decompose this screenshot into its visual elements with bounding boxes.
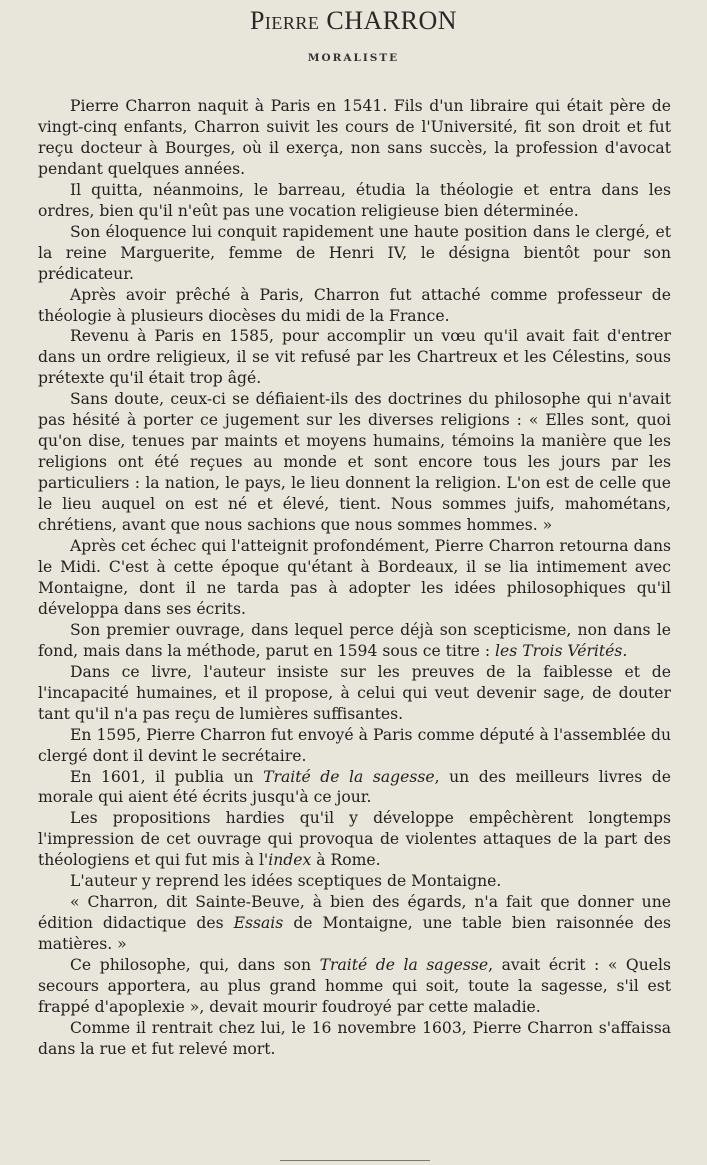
- paragraph: [38, 808, 671, 871]
- bottom-rule: [280, 1160, 430, 1161]
- article-body: [38, 96, 671, 1060]
- paragraph-text: Il quitta, néanmoins, le barreau, étudia la théologie et entra dans les ordres, bien qu'il n'eût pas une vocation religieuse bien déterminée.: [38, 180, 671, 220]
- paragraph: [38, 180, 671, 222]
- paragraph-text: Les propositions hardies qu'il y développe empêchèrent longtemps l'impression de cet ouvrage qui provoqua de violentes attaques de la part des théologiens et qui fut mis à l': [38, 809, 671, 870]
- title-first-name: Pierre: [249, 6, 320, 35]
- paragraph-text: Sans doute, ceux-ci se défiaient-ils des doctrines du philosophe qui n'avait pas hésité à porter ce jugement sur les diverses religions : « Elles sont, quoi qu'on dise, tenues par maints et moyens humains, témoins la manière que les religions ont été reçues au monde et sont encore tous les jours par les particuliers : la nation, le pays, le lieu donnent la religion. L'on est de celle que le lieu auquel on est né et élevé, tient. Nous sommes juifs, mahométans, chrétiens, avant que nous sachions que nous sommes hommes. »: [38, 390, 671, 535]
- italic-title: Traité de la sagesse: [319, 956, 489, 975]
- paragraph-text: Dans ce livre, l'auteur insiste sur les preuves de la faiblesse et de l'incapacité humaines, et il propose, à celui qui veut devenir sage, de douter tant qu'il n'a pas reçu de lumières suffisantes.: [38, 662, 671, 723]
- paragraph: [38, 285, 671, 327]
- paragraph-text: En 1601, il publia un: [70, 767, 264, 786]
- paragraph: [38, 1018, 671, 1060]
- paragraph-text: de Montaigne, une table bien raisonnée des matières. »: [38, 914, 671, 954]
- paragraph-text: à Rome.: [311, 851, 381, 870]
- paragraph-text: Ce philosophe, qui, dans son: [70, 956, 320, 975]
- paragraph: [38, 892, 671, 955]
- paragraph: [38, 662, 671, 725]
- paragraph: [38, 326, 671, 389]
- paragraph-text: « Charron, dit Sainte-Beuve, à bien des égards, n'a fait que donner une édition didactique des: [38, 893, 671, 933]
- paragraph-text: Après cet échec qui l'atteignit profondément, Pierre Charron retourna dans le Midi. C'est à cette époque qu'étant à Bordeaux, il se lia intimement avec Montaigne, dont il ne tarda pas à adopter les idées philosophiques qu'il développa dans ses écrits.: [38, 537, 671, 618]
- paragraph: [38, 955, 671, 1018]
- paragraph: [38, 536, 671, 620]
- paragraph-text: Son éloquence lui conquit rapidement une haute position dans le clergé, et la reine Marguerite, femme de Henri IV, le désigna bientôt pour son prédicateur.: [38, 222, 671, 283]
- paragraph-text: Pierre Charron naquit à Paris en 1541. Fils d'un libraire qui était père de vingt-cinq enfants, Charron suivit les cours de l'Université, fit son droit et fut reçu docteur à Bourges, où il exerça, non sans succès, la profession d'avocat pendant quelques années.: [38, 97, 671, 178]
- italic-title: index: [268, 851, 312, 870]
- paragraph-text: En 1595, Pierre Charron fut envoyé à Paris comme député à l'assemblée du clergé dont il devint le secrétaire.: [38, 725, 671, 765]
- paragraph: [38, 871, 671, 892]
- paragraph: [38, 620, 671, 662]
- italic-title: les Trois Vérités.: [495, 641, 628, 660]
- paragraph-text: , un des meilleurs livres de morale qui aient été écrits jusqu'à ce jour.: [38, 767, 671, 807]
- italic-title: Traité de la sagesse: [263, 767, 435, 786]
- paragraph-text: L'auteur y reprend les idées sceptiques de Montaigne.: [70, 872, 502, 891]
- page-subtitle: MORALISTE: [307, 52, 400, 64]
- italic-title: Essais: [233, 914, 284, 933]
- paragraph: [38, 222, 671, 285]
- title-last-name: CHARRON: [326, 6, 458, 35]
- paragraph: [38, 767, 671, 809]
- paragraph-text: Après avoir prêché à Paris, Charron fut attaché comme professeur de théologie à plusieurs diocèses du midi de la France.: [38, 285, 671, 325]
- paragraph-text: , avait écrit : « Quels secours apportera, au plus grand homme qui soit, toute la sagesse, s'il est frappé d'apoplexie », devait mourir foudroyé par cette maladie.: [38, 956, 671, 1016]
- paragraph-text: Comme il rentrait chez lui, le 16 novembre 1603, Pierre Charron s'affaissa dans la rue et fut relevé mort.: [38, 1018, 671, 1058]
- paragraph: [38, 725, 671, 767]
- page-title: [0, 6, 707, 36]
- paragraph-text: Revenu à Paris en 1585, pour accomplir un vœu qu'il avait fait d'entrer dans un ordre religieux, il se vit refusé par les Chartreux et les Célestins, sous prétexte qu'il était trop âgé.: [38, 327, 671, 388]
- paragraph: [38, 389, 671, 536]
- paragraph: [38, 96, 671, 180]
- paragraph-text: Son premier ouvrage, dans lequel perce déjà son scepticisme, non dans le fond, mais dans la méthode, parut en 1594 sous ce titre :: [38, 620, 671, 660]
